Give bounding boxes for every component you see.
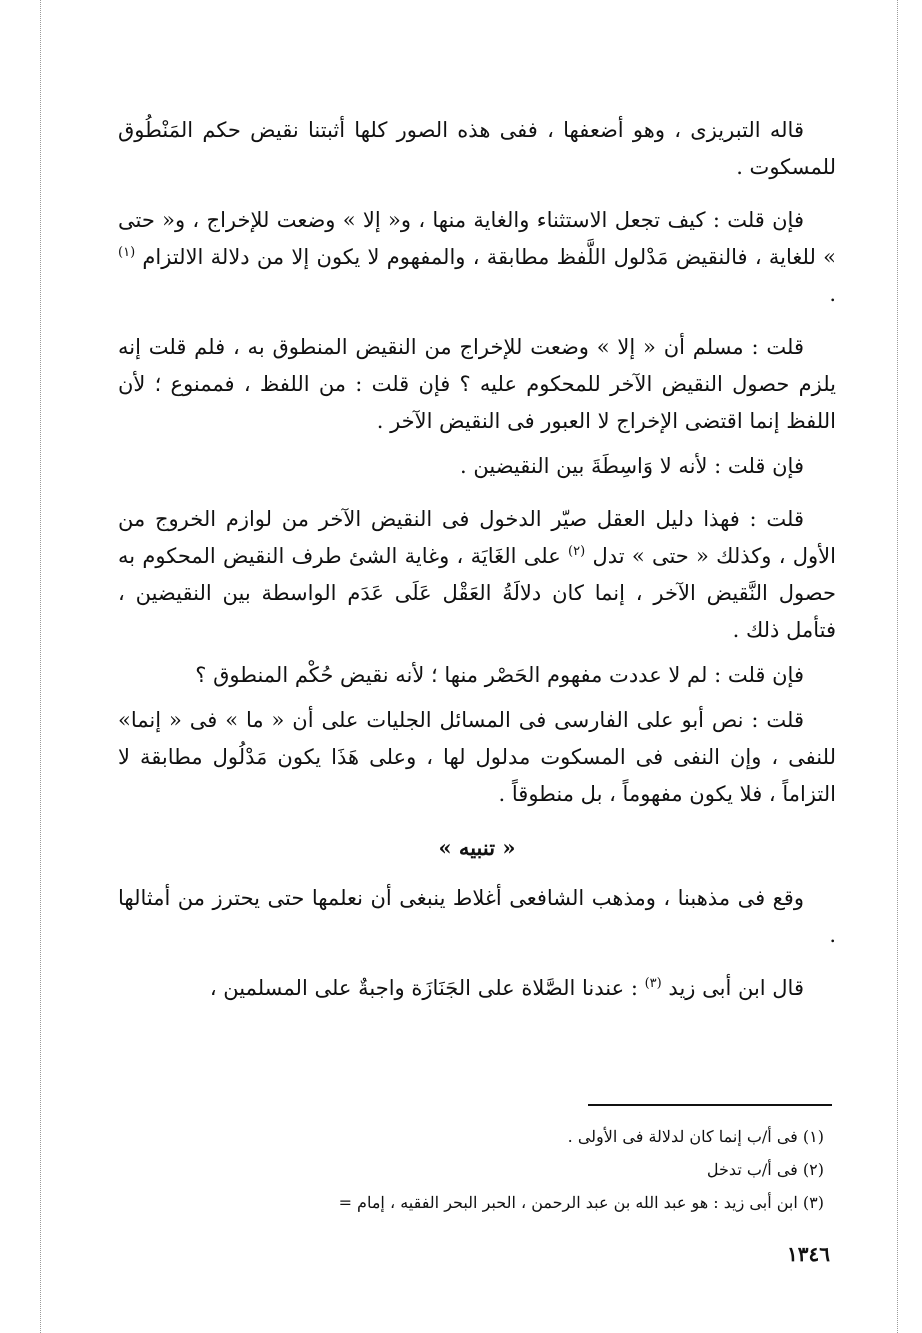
paragraph-8: وقع فى مذهبنا ، ومذهب الشافعى أغلاط ينبغى أن نعلمها حتى يحترز من أمثالها . bbox=[118, 886, 836, 947]
paragraph-5: قلت : فهذا دليل العقل صيّر الدخول فى النقيض الآخر من لوازم الخروج من الأول ، وكذلك « حتى » تدل $^{(٢)}$ على الغَايَة ، وغاية الشئ طرف النقيض المحكوم به حصول النَّقيض الآخر ، إنما كان دلالَةُ العَقْل عَلَى عَدَم الواسطة بين النقيضين ، فتأمل ذلك . bbox=[118, 507, 836, 642]
footnote-ref-1: (١) bbox=[118, 245, 136, 260]
footnote-2: (٢) فى أ/ب تدخل bbox=[706, 1160, 824, 1179]
footnotes bbox=[118, 1120, 824, 1219]
paragraph-1: قاله التبريزى ، وهو أضعفها ، ففى هذه الصور كلها أثبتنا نقيض حكم المَنْطُوق للمسكوت . bbox=[118, 118, 836, 179]
paragraph-9: قال ابن أبى زيد $^{(٣)}$ : عندنا الصَّلاة على الجَنَازَة واجبةٌ على المسلمين ، bbox=[209, 976, 804, 1000]
paragraph-2: فإن قلت : كيف تجعل الاستثناء والغاية منها ، و« إلا » وضعت للإخراج ، و« حتى » للغاية ، فالنقيض مَدْلول اللَّفظ مطابقة ، والمفهوم لا يكون إلا من دلالة الالتزام $^{(١)}$ . bbox=[118, 208, 836, 306]
footnote-1: (١) فى أ/ب إنما كان لدلالة فى الأولى . bbox=[567, 1127, 824, 1146]
page-number: ١٣٤٦ bbox=[787, 1242, 830, 1266]
footnote-separator bbox=[588, 1104, 832, 1106]
left-margin-dotted-rule bbox=[40, 0, 41, 1333]
main-text bbox=[118, 112, 836, 1023]
section-heading: « تنبيه » bbox=[438, 835, 516, 860]
paragraph-4: فإن قلت : لأنه لا وَاسِطَةَ بين النقيضين . bbox=[460, 454, 804, 478]
paragraph-3: قلت : مسلم أن « إلا » وضعت للإخراج من النقيض المنطوق به ، فلم قلت إنه يلزم حصول النقيض الآخر للمحكوم عليه ؟ فإن قلت : من اللفظ ، فممنوع ؛ لأن اللفظ إنما اقتضى الإخراج لا العبور فى النقيض الآخر . bbox=[118, 335, 836, 433]
right-margin-dotted-rule bbox=[897, 0, 898, 1333]
footnote-3: (٣) ابن أبى زيد : هو عبد الله بن عبد الرحمن ، الحبر البحر الفقيه ، إمام = bbox=[338, 1193, 824, 1212]
footnote-ref-3: (٣) bbox=[644, 976, 662, 991]
paragraph-7: قلت : نص أبو على الفارسى فى المسائل الجليات على أن « ما » فى « إنما» للنفى ، وإن النفى فى المسكوت مدلول لها ، وعلى هَذَا يكون مَدْلُول مطابقة لا التزاماً ، فلا يكون مفهوماً ، بل منطوقاً . bbox=[118, 708, 836, 806]
footnote-ref-2: (٢) bbox=[568, 544, 586, 559]
paragraph-6: فإن قلت : لم لا عددت مفهوم الحَصْر منها ؛ لأنه نقيض حُكْم المنطوق ؟ bbox=[195, 663, 804, 687]
